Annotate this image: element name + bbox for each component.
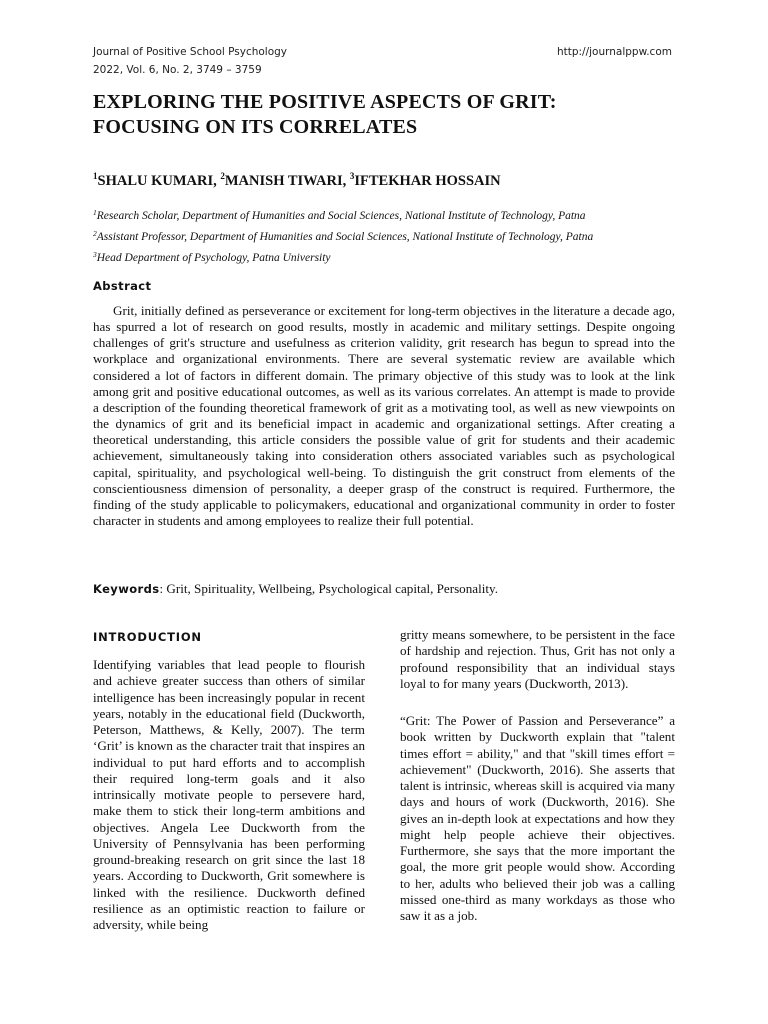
affiliation-text: Assistant Professor, Department of Humanities and Social Sciences, National Institute of Technology, Patna [96, 231, 594, 243]
introduction-right-paragraph-1: gritty means somewhere, to be persistent in the face of hardship and rejection. Thus, Grit has not only a profound responsibility that an individual stays loyal to for many years (Duckworth, 2013). [400, 627, 675, 691]
affiliation-text: Research Scholar, Department of Humanities and Social Sciences, National Institute of Technology, Patna [96, 210, 586, 222]
affiliation-marker: 3 [93, 250, 97, 259]
abstract-heading: Abstract [93, 279, 152, 293]
affiliation-line [93, 225, 683, 246]
journal-issue: 2022, Vol. 6, No. 2, 3749 – 3759 [93, 64, 262, 76]
keywords-label: Keywords [93, 582, 160, 596]
keywords-text: : Grit, Spirituality, Wellbeing, Psychological capital, Personality. [159, 581, 498, 596]
author-list [93, 166, 501, 191]
author-marker: 3 [349, 171, 355, 181]
title-line-1: EXPLORING THE POSITIVE ASPECTS OF GRIT: [93, 91, 557, 113]
abstract-body: Grit, initially defined as perseverance or excitement for long-term objectives in the literature a decade ago, has spurred a lot of research on good results, mostly in academic and military settings. Despite ongoing challenges of grit's structure and usefulness as criterion validity, grit research has begun to spread into the workplace and organizational environments. There are several systematic review are available which considered a lot of factors in different domain. The primary objective of this study was to look at the link among grit and positive educational outcomes, as well as its various correlates. An attempt is made to provide a description of the founding theoretical framework of grit as a motivating tool, as well as new viewpoints on the dynamics of grit and its beneficial impact in academic and organizational settings. After creating a theoretical understanding, this article considers the possible value of grit for students and their academic achievement, simultaneously taking into consideration others associated variables such as psychological capital, spirituality, and psychological well-being. To distinguish the grit construct from elements of the conscientiousness dimension of personality, a deeper grasp of the construct is required. Furthermore, the finding of the study applicable to policymakers, educational and organizational community in order to foster character in students and among employees to realize their full potential. [93, 303, 675, 529]
journal-url[interactable]: http://journalppw.com [556, 46, 672, 58]
affiliation-marker: 2 [93, 229, 97, 238]
introduction-heading: INTRODUCTION [93, 630, 202, 644]
introduction-right-paragraph-2: “Grit: The Power of Passion and Perseverance” a book written by Duckworth explain that "talent times effort = ability," and that "skill times effort = achievement" (Duckworth, 2016). She asserts that talent is intrinsic, whereas skill is acquired via many days and hours of work (Duckworth, 2016). She gives an in-depth look at expectations and how they might help people achieve their objectives. Furthermore, she says that the more important the goal, the more grit people would show. According to her, adults who believed their job was a calling missed one-third as many workdays as those who saw it as a job. [400, 713, 675, 923]
affiliations [93, 204, 683, 267]
title-line-2: FOCUSING ON ITS CORRELATES [93, 116, 418, 138]
author-name: MANISH TIWARI, [224, 173, 350, 189]
author-marker: 2 [220, 171, 225, 181]
introduction-left-column: Identifying variables that lead people to flourish and achieve greater success than others of similar intelligence has been increasingly popular in recent years, notably in the educational field (Duckworth, Peterson, Matthews, & Kelly, 2007). The term ‘Grit’ is known as the character trait that inspires an individual to put hard efforts and to accomplish their required long-term goals and it also intrinsically motivate people to persevere hard, make them to stick their long-term ambitions and objectives. Angela Lee Duckworth from the University of Pennsylvania has been performing ground-breaking research on grit since the last 18 years. According to Duckworth, Grit somewhere is linked with the resilience. Duckworth defined resilience as an optimistic reaction to failure or adversity, while being [93, 657, 365, 932]
keywords-line [93, 580, 498, 598]
running-header [93, 43, 287, 79]
affiliation-line [93, 246, 683, 267]
author-name: IFTEKHAR HOSSAIN [354, 173, 501, 189]
author-marker: 1 [93, 171, 98, 181]
affiliation-line [93, 204, 683, 225]
paper-title [93, 90, 683, 140]
journal-name: Journal of Positive School Psychology [93, 46, 288, 58]
author-name: SHALU KUMARI, [97, 173, 221, 189]
affiliation-marker: 1 [93, 208, 97, 217]
affiliation-text: Head Department of Psychology, Patna University [96, 252, 331, 264]
